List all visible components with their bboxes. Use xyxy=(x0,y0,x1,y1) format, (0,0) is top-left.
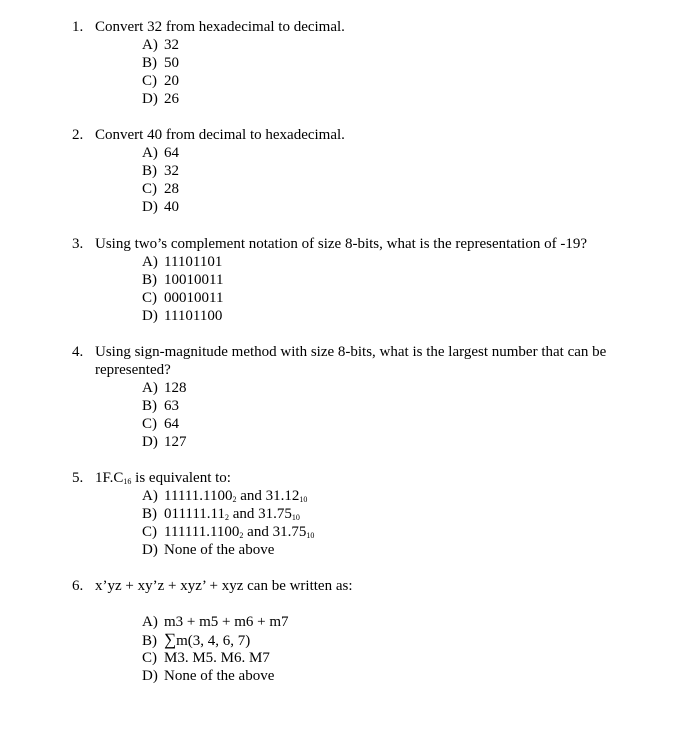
options-list xyxy=(142,487,662,559)
option-a: A) 64 xyxy=(142,145,179,161)
option-d: D) 40 xyxy=(142,199,179,215)
option-c: C) 00010011 xyxy=(142,290,224,306)
options-list xyxy=(142,613,662,685)
question-text: Convert 40 from decimal to hexadecimal. xyxy=(95,127,345,143)
option-d: D) 26 xyxy=(142,91,179,107)
options-list xyxy=(142,253,662,325)
option-d: D) 11101100 xyxy=(142,308,223,324)
option-b: B) 32 xyxy=(142,163,179,179)
options-list xyxy=(142,379,662,451)
option-c: C) 64 xyxy=(142,416,179,432)
option-a: A) 128 xyxy=(142,380,187,396)
question-text: Using sign-magnitude method with size 8-bits, what is the largest number that can be represented? xyxy=(95,344,607,378)
option-b: B) 50 xyxy=(142,55,179,71)
option-b: B) 10010011 xyxy=(142,272,224,288)
question-text: x’yz + xy’z + xyz’ + xyz can be written as: xyxy=(95,578,353,594)
question-text: $1F.C_{16}$ is equivalent to: xyxy=(95,470,231,486)
question-4 xyxy=(72,343,662,451)
option-a: A) 11101101 xyxy=(142,254,223,270)
option-c: C) M3. M5. M6. M7 xyxy=(142,650,270,666)
option-c: C) $111111.1100_2$ and $31.75_{10}$ xyxy=(142,524,315,540)
question-number: 3. xyxy=(72,236,84,252)
options-list xyxy=(142,36,662,108)
option-a: A) $11111.1100_2$ and $31.12_{10}$ xyxy=(142,488,308,504)
question-number: 6. xyxy=(72,578,84,594)
option-b: B) ∑m(3, 4, 6, 7) xyxy=(142,630,251,649)
question-2 xyxy=(72,126,662,216)
option-b: B) $011111.11_2$ and $31.75_{10}$ xyxy=(142,506,300,522)
option-d: D) None of the above xyxy=(142,668,275,684)
question-3 xyxy=(72,235,662,325)
question-6 xyxy=(72,577,662,685)
question-5 xyxy=(72,469,662,559)
question-text: Using two’s complement notation of size 8-bits, what is the representation of -19? xyxy=(95,236,587,252)
question-number: 2. xyxy=(72,127,84,143)
question-number: 1. xyxy=(72,19,84,35)
question-number: 4. xyxy=(72,344,84,360)
option-c: C) 20 xyxy=(142,73,179,89)
question-1 xyxy=(72,18,662,108)
options-list xyxy=(142,144,662,216)
question-number: 5. xyxy=(72,470,84,486)
option-a: A) m3 + m5 + m6 + m7 xyxy=(142,614,289,630)
question-text: Convert 32 from hexadecimal to decimal. xyxy=(95,19,345,35)
option-c: C) 28 xyxy=(142,181,179,197)
option-d: D) 127 xyxy=(142,434,187,450)
option-b: B) 63 xyxy=(142,398,179,414)
sigma-symbol: ∑ xyxy=(164,630,177,649)
option-a: A) 32 xyxy=(142,37,179,53)
option-d: D) None of the above xyxy=(142,542,275,558)
